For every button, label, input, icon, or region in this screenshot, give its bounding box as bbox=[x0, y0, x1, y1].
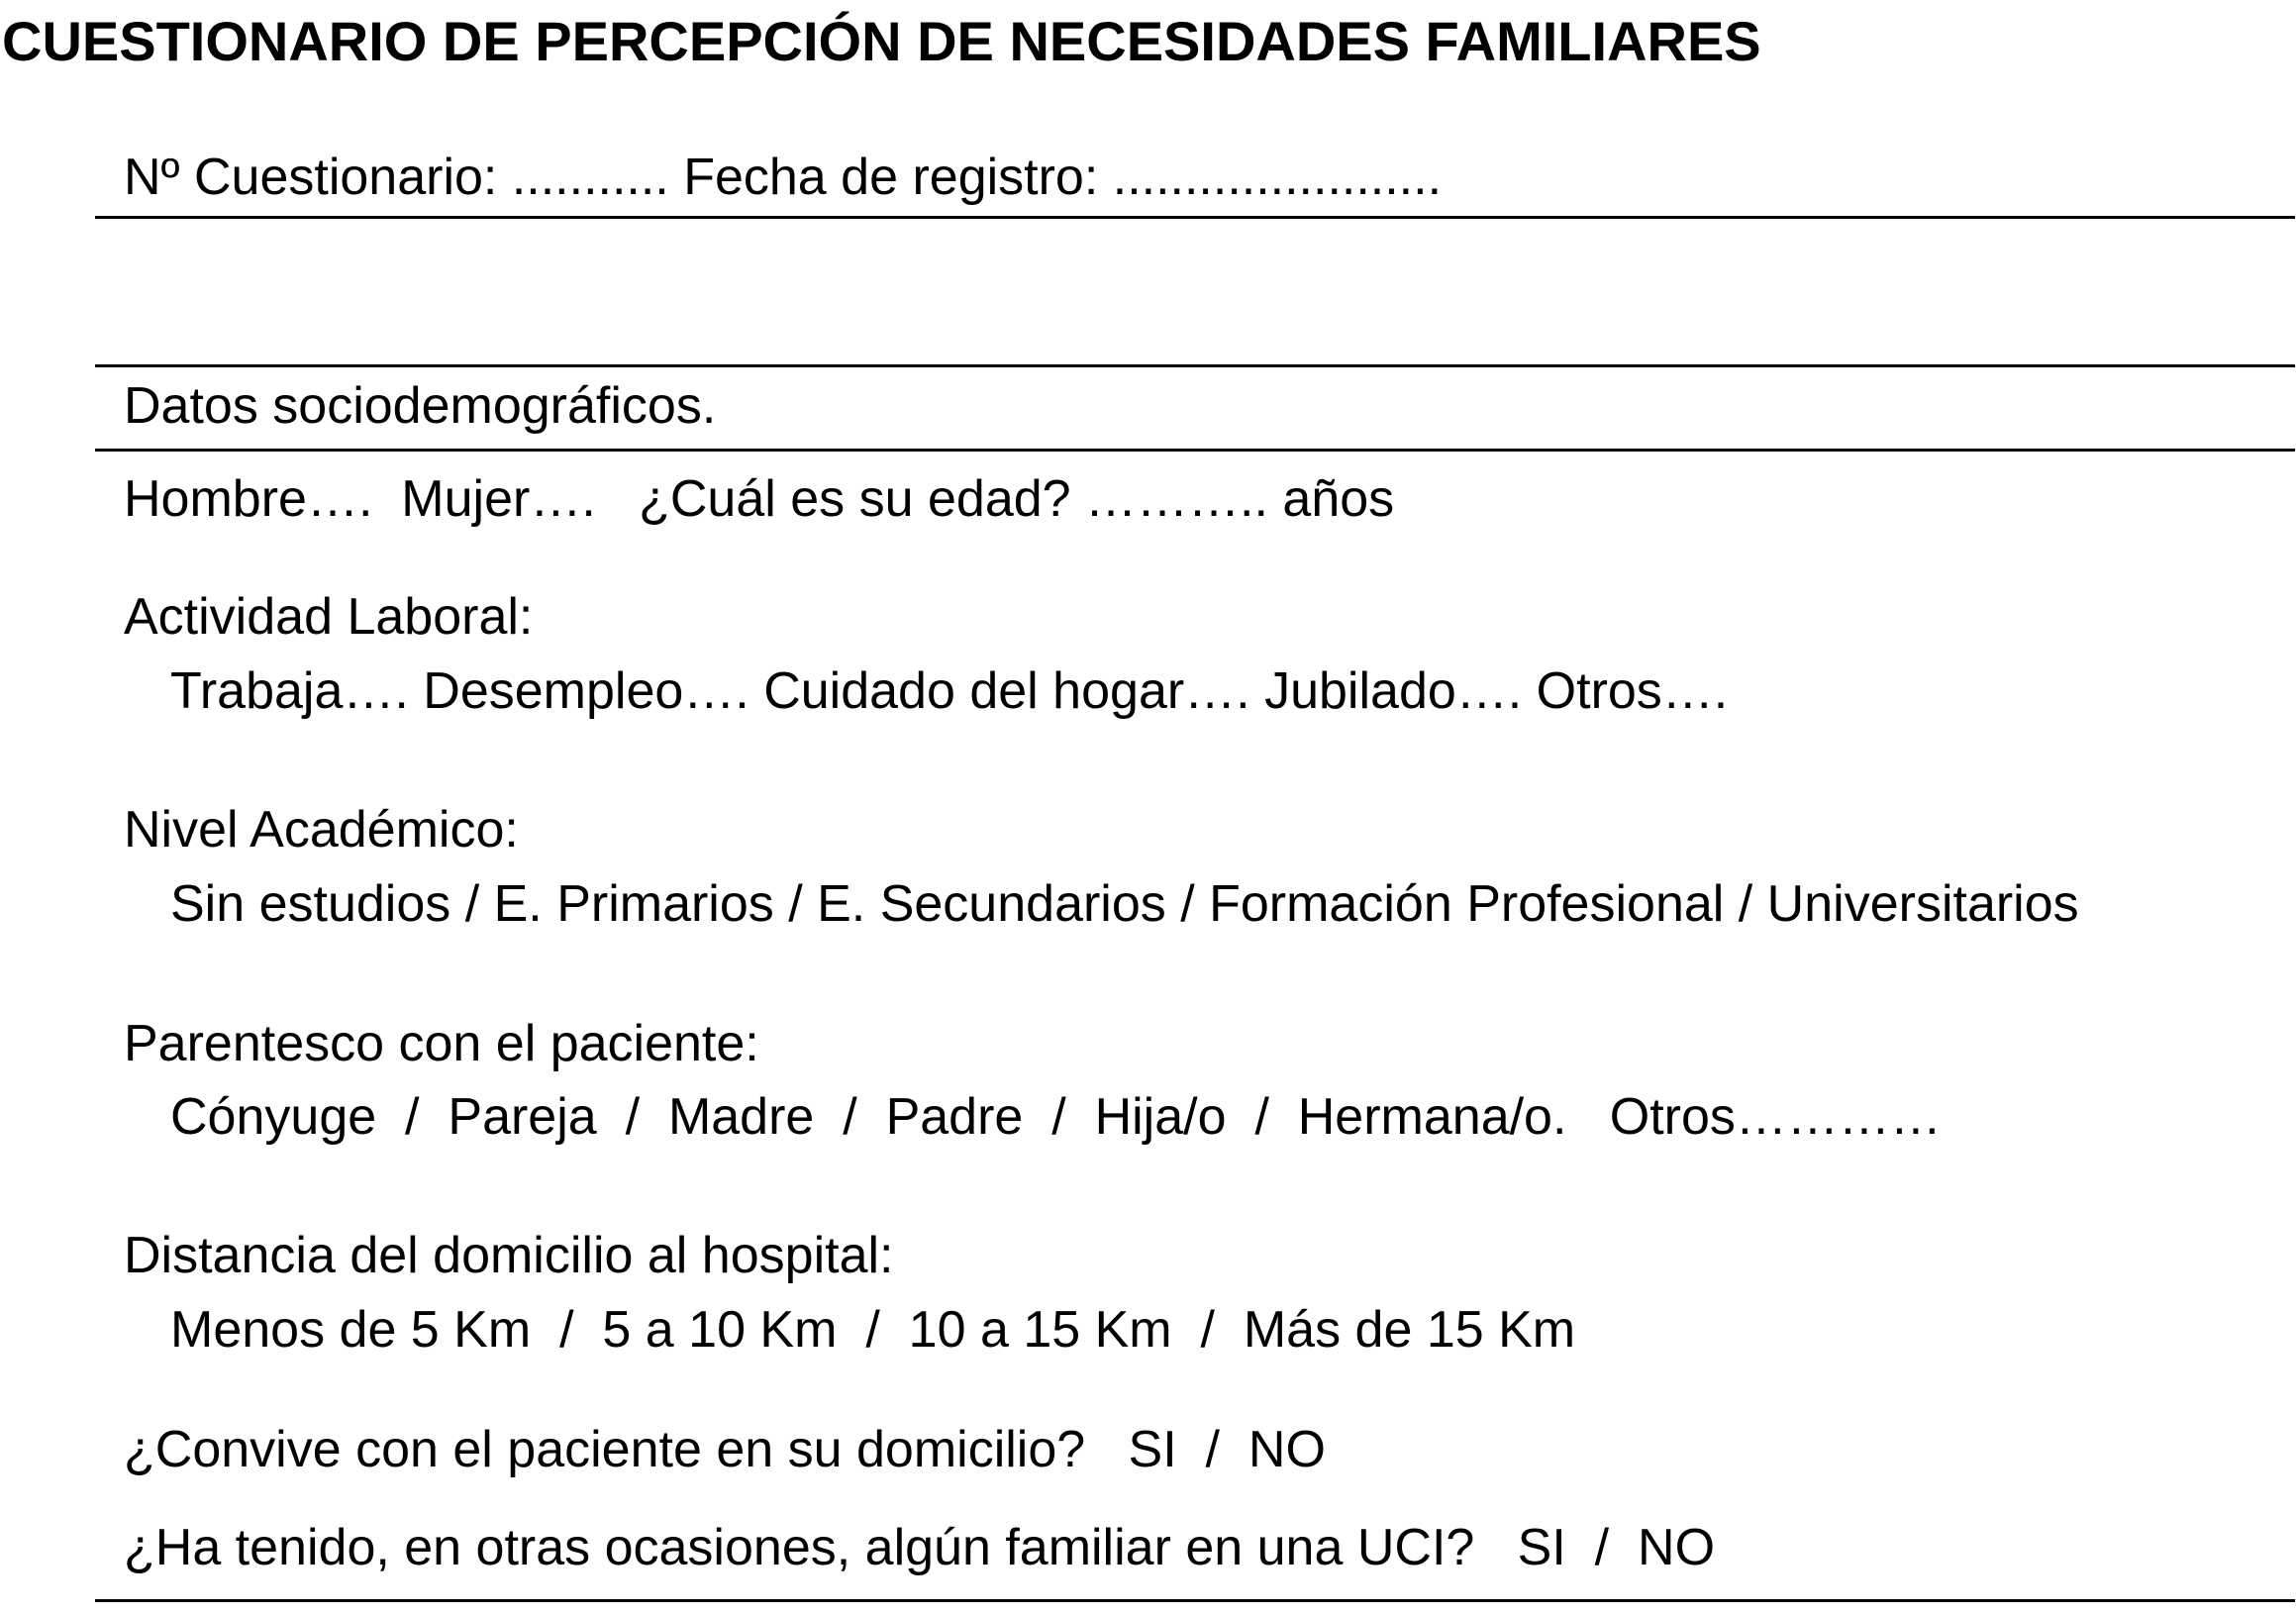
work-label: Actividad Laboral: bbox=[124, 588, 534, 646]
education-options: Sin estudios / E. Primarios / E. Secundarios / Formación Profesional / Universitarios bbox=[170, 875, 2079, 933]
divider-bottom bbox=[95, 1599, 2295, 1602]
questionnaire-number-date-line: Nº Cuestionario: ........... Fecha de registro: ....................... bbox=[124, 149, 1443, 206]
divider-section-top bbox=[95, 364, 2295, 367]
divider-section-bottom bbox=[95, 449, 2295, 452]
cohabit-question: ¿Convive con el paciente en su domicilio? SI / NO bbox=[124, 1421, 1326, 1478]
distance-label: Distancia del domicilio al hospital: bbox=[124, 1227, 894, 1284]
icu-question: ¿Ha tenido, en otras ocasiones, algún familiar en una UCI? SI / NO bbox=[124, 1519, 1716, 1576]
divider-top bbox=[95, 216, 2295, 219]
section-heading: Datos sociodemográficos. bbox=[124, 377, 717, 435]
work-options: Trabaja…. Desempleo…. Cuidado del hogar…. Jubilado…. Otros…. bbox=[170, 662, 1729, 720]
kinship-options: Cónyuge / Pareja / Madre / Padre / Hija/o / Hermana/o. Otros………… bbox=[170, 1088, 1942, 1146]
form-title: CUESTIONARIO DE PERCEPCIÓN DE NECESIDADES FAMILIARES bbox=[2, 10, 1761, 72]
distance-options: Menos de 5 Km / 5 a 10 Km / 10 a 15 Km / Más de 15 Km bbox=[170, 1301, 1576, 1359]
education-label: Nivel Académico: bbox=[124, 801, 519, 858]
sex-age-line: Hombre…. Mujer…. ¿Cuál es su edad? ……….. años bbox=[124, 470, 1395, 528]
kinship-label: Parentesco con el paciente: bbox=[124, 1015, 759, 1072]
